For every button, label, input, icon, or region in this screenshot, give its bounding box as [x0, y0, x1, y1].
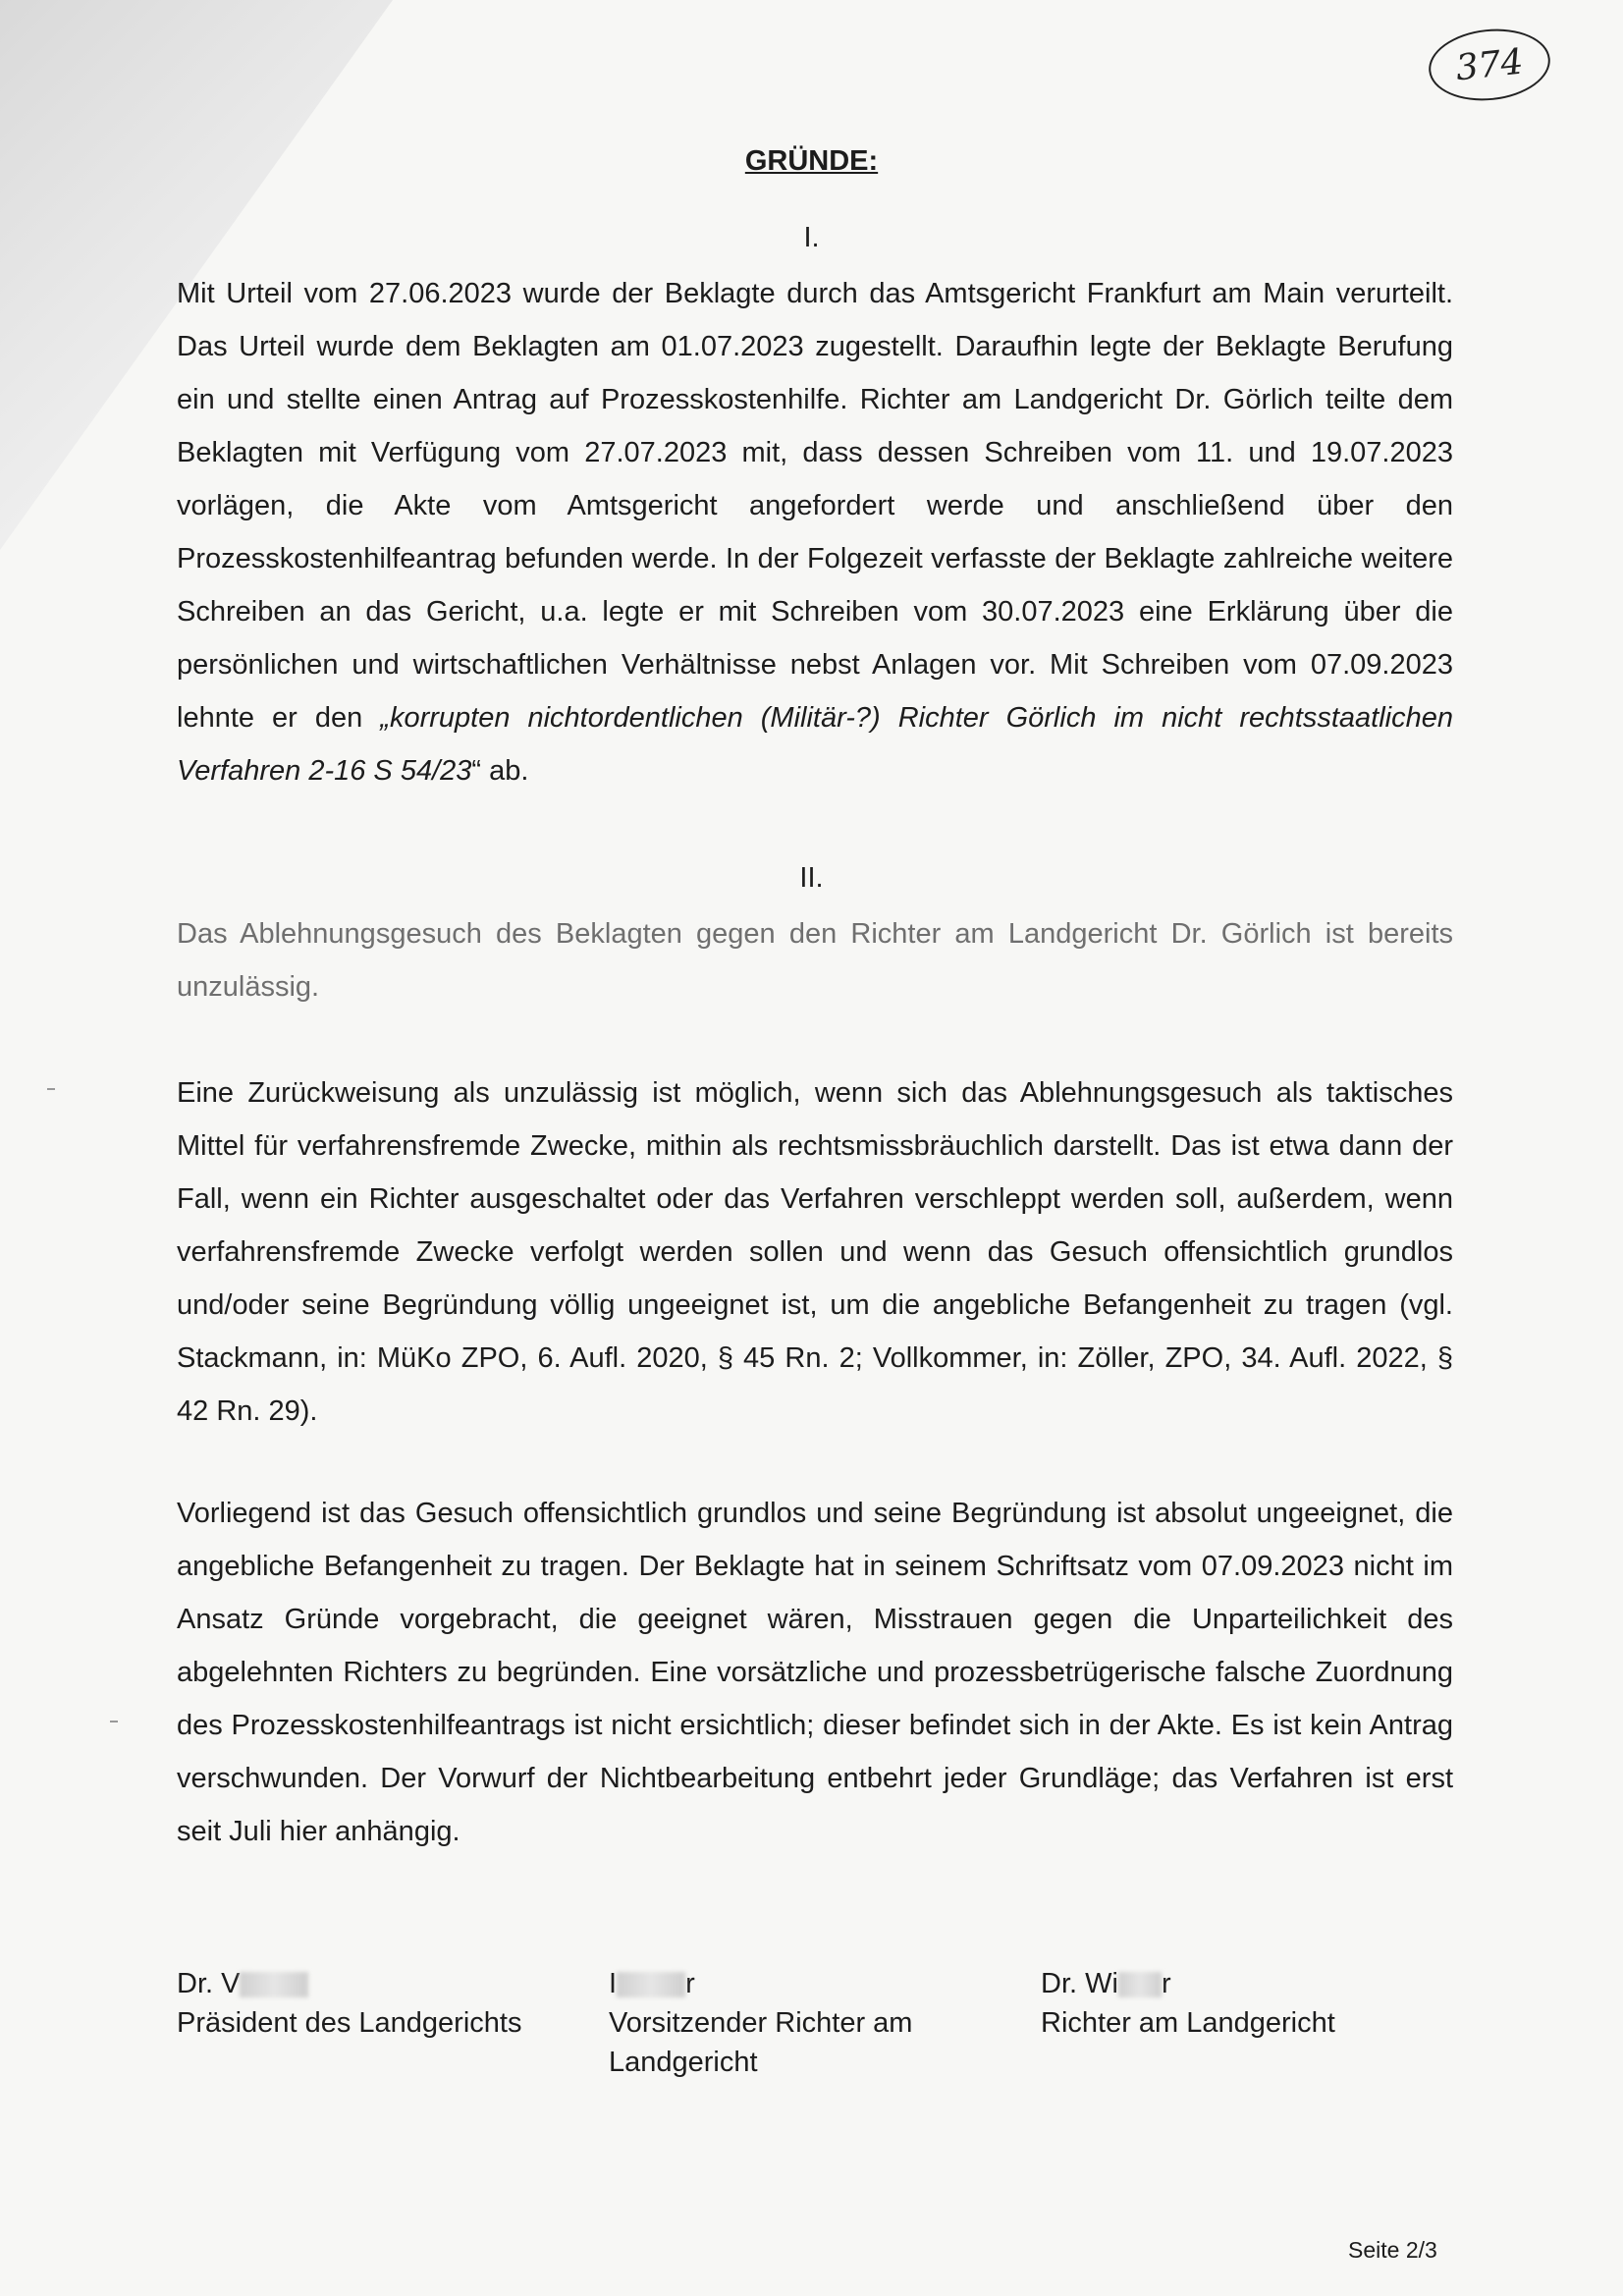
- signature-name: Dr. V: [177, 1964, 521, 2003]
- page-stamp: [1426, 24, 1554, 107]
- redaction: [1118, 1972, 1162, 1997]
- scan-mark: [47, 1088, 55, 1090]
- section-1-paragraph: [177, 267, 1453, 797]
- redaction: [240, 1972, 308, 1997]
- section-2-paragraph-2: Eine Zurückweisung als unzulässig ist möglich, wenn sich das Ablehnungsgesuch als taktisches Mittel für verfahrensfremde Zwecke, mithin als rechtsmissbräuchlich darstellt. Das ist etwa dann der Fall, wenn ein Richter ausgeschaltet oder das Verfahren verschleppt werden soll, außerdem, wenn verfahrensfremde Zwecke verfolgt werden sollen und wenn das Gesuch offensichtlich grundlos und/oder seine Begründung völlig ungeeignet ist, um die angebliche Befangenheit zu tragen (vgl. Stackmann, in: MüKo ZPO, 6. Aufl. 2020, § 45 Rn. 2; Vollkommer, in: Zöller, ZPO, 34. Aufl. 2022, § 42 Rn. 29).: [177, 1077, 1453, 1427]
- section-2-paragraph-3: Vorliegend ist das Gesuch offensichtlich grundlos und seine Begründung ist absolut ungeeignet, die angebliche Befangenheit zu tragen. Der Beklagte hat in seinem Schriftsatz vom 07.09.2023 nicht im Ansatz Gründe vorgebracht, die geeignet wären, Misstrauen gegen die Unparteilichkeit des abgelehnten Richters zu begründen. Eine vorsätzliche und prozessbetrügerische falsche Zuordnung des Prozesskostenhilfeantrags ist nicht ersichtlich; dieser befindet sich in der Akte. Es ist kein Antrag verschwunden. Der Vorwurf der Nichtbearbeitung entbehrt jeder Grundläge; das Verfahren ist erst seit Juli hier anhängig.: [177, 1498, 1453, 1847]
- signature-name: Dr. Wi r: [1041, 1968, 1171, 1999]
- section-2-paragraph-1: Das Ablehnungsgesuch des Beklagten gegen den Richter am Landgericht Dr. Görlich ist bereits unzulässig.: [177, 918, 1453, 1003]
- scan-mark: [110, 1721, 118, 1722]
- signature-name: I r: [609, 1968, 695, 1999]
- section-numeral-1: I.: [803, 222, 820, 253]
- section-numeral-2: II.: [799, 862, 824, 894]
- page-number: Seite 2/3: [1348, 2237, 1437, 2263]
- signature-role-line-1: Vorsitzender Richter am: [609, 2007, 913, 2039]
- signature-role: Richter am Landgericht: [1041, 2007, 1335, 2039]
- paragraph-text: Mit Urteil vom 27.06.2023 wurde der Beklagte durch das Amtsgericht Frankfurt am Main verurteilt. Das Urteil wurde dem Beklagten am 01.07.2023 zugestellt. Daraufhin legte der Beklagte Berufung ein und stellte einen Antrag auf Prozesskostenhilfe. Richter am Landgericht Dr. Görlich teilte dem Beklagten mit Verfügung vom 27.07.2023 mit, dass dessen Schreiben vom 11. und 19.07.2023 vorlägen, die Akte vom Amtsgericht angefordert werde und anschließend über den Prozesskostenhilfeantrag befunden werde. In der Folgezeit verfasste der Beklagte zahlreiche weitere Schreiben an das Gericht, u.a. legte er mit Schreiben vom 30.07.2023 eine Erklärung über die persönlichen und wirtschaftlichen Verhältnisse nebst Anlagen vor. Mit Schreiben vom 07.09.2023 lehnte er den: [177, 278, 1453, 734]
- signature-role: Präsident des Landgerichts: [177, 2007, 522, 2039]
- signature-role-line-2: Landgericht: [609, 2047, 758, 2078]
- paragraph-text-end: “ ab.: [471, 755, 529, 787]
- quoted-text: „korrupten nichtordentlichen (Militär-?) Richter Görlich im nicht rechtsstaatlichen Verfahren 2-16 S 54/23: [177, 702, 1453, 787]
- signature-block-1: [177, 1964, 521, 2043]
- section-heading: GRÜNDE:: [744, 145, 879, 177]
- signature-block-3: [1041, 1964, 1335, 2043]
- redaction: [617, 1972, 685, 1997]
- signature-block-2: [609, 1964, 912, 2082]
- page-stamp-number: 374: [1453, 41, 1526, 88]
